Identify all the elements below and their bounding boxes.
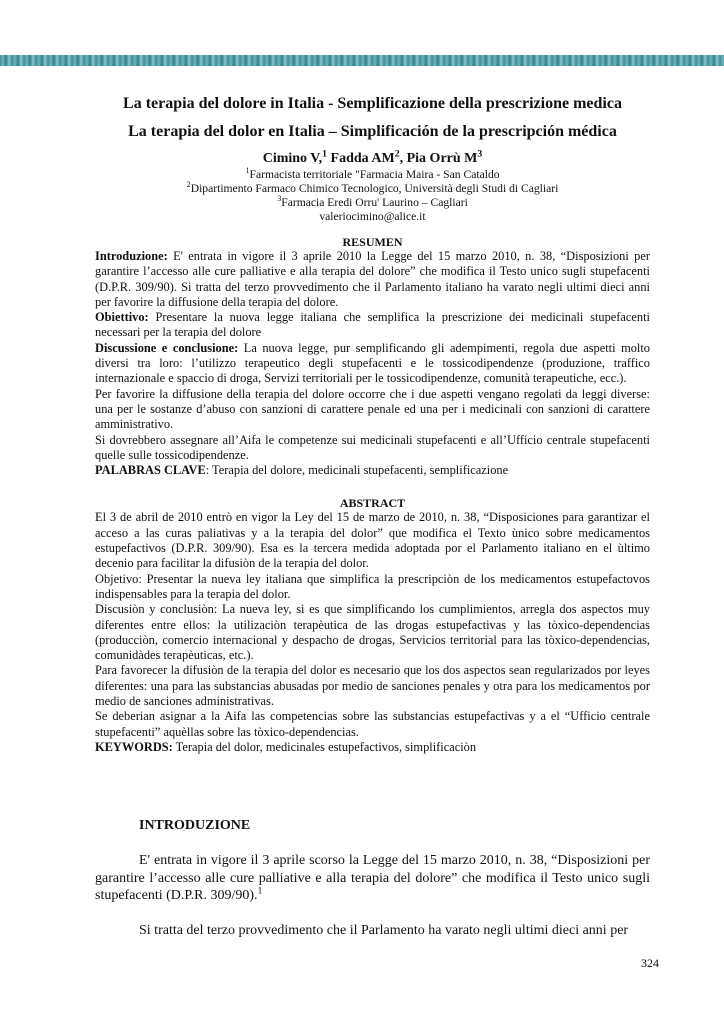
introduction-section: [95, 817, 650, 939]
resumen-section: [95, 249, 650, 478]
affiliation: [95, 182, 650, 196]
affiliation-text: Farmacista territoriale "Farmacia Maira - San Cataldo: [249, 168, 500, 181]
resumen-paragraph: Si dovrebbero assegnare all’Aifa le competenze sui medicinali stupefacenti e all’Ufficio centrale stupefacenti quelle sulle tossicodipendenze.: [95, 432, 650, 462]
author-sup: 1: [322, 148, 328, 160]
affiliation-text: Dipartimento Farmaco Chimico Tecnologico, Università degli Studi di Cagliari: [190, 182, 559, 195]
author-email: valeriocimino@alice.it: [319, 210, 426, 223]
intro-text: E' entrata in vigore il 3 aprile 2010 la Legge del 15 marzo 2010, n. 38, “Disposizioni per garantire l’accesso alle cure palliative e alla terapia del dolore” che modifica il Testo unico sugli stupefacenti (D.P.R. 309/90). Si tratta del terzo provvedimento che il Parlamento italiano ha varato negli ultimi dieci anni per favorire la diffusione della terapia del dolore.: [95, 249, 650, 309]
affiliation: [95, 196, 650, 210]
affiliation: [95, 168, 650, 182]
author-name: , Pia Orrù M: [399, 151, 478, 166]
abstract-heading: ABSTRACT: [339, 496, 406, 511]
abstract-section: [95, 510, 650, 755]
resumen-paragraph: [95, 310, 650, 341]
intro-label: Introduzione:: [95, 249, 168, 263]
abstract-paragraph: Discusiòn y conclusiòn: La nueva ley, si es que simplificando los cumplimientos, arregla dos aspectos muy diferentes entre ellos: la utilizaciòn terapèutica de las drogas estupefactivas y las tòxico-dependencias (producciòn, comercio internacional y despacho de drogas, Servicios territorial para las tòxico-dependencias, comunidàdes terapèuticas, etc.).: [95, 602, 650, 663]
affiliation-sup: 1: [245, 166, 250, 176]
title-italian: La terapia del dolore in Italia - Semplificazione della prescrizione medica: [123, 95, 622, 112]
body-paragraph: Si tratta del terzo provvedimento che il Parlamento ha varato negli ultimi dieci anni per: [139, 922, 629, 938]
article-page: [95, 94, 650, 755]
body-text: E' entrata in vigore il 3 aprile scorso la Legge del 15 marzo 2010, n. 38, “Disposizioni per garantire l’accesso alle cure palliative e alla terapia del dolore” che modifica il Testo unico sugli stupefacenti (D.P.R. 309/90).: [95, 853, 650, 903]
keywords-text: : Terapia del dolore, medicinali stupefacenti, semplificazione: [205, 463, 509, 478]
title-spanish: La terapia del dolor en Italia – Simplificación de la prescripción médica: [128, 123, 617, 140]
footnote-ref: 1: [257, 885, 263, 897]
page-number: 324: [641, 956, 659, 970]
body-paragraph: [95, 852, 650, 905]
resumen-paragraph: [95, 249, 650, 310]
keywords-text: Terapia del dolor, medicinales estupefactivos, simplificaciòn: [172, 739, 477, 754]
introduction-heading: INTRODUZIONE: [139, 818, 251, 833]
objective-label: Obiettivo:: [95, 310, 149, 325]
author-name: Cimino V,: [262, 151, 323, 166]
affiliation-text: Farmacia Eredi Orru' Laurino – Cagliari: [281, 196, 468, 209]
abstract-paragraph: Se deberian asignar a la Aifa las competencias sobre las substancias estupefactivas y a el “Ufficio centrale stupefacenti” aquèllas sobre las tòxico-dependencias.: [95, 709, 650, 739]
keywords-label: KEYWORDS:: [95, 739, 173, 754]
discussion-label: Discussione e conclusione:: [95, 340, 239, 355]
keywords-paragraph: [95, 740, 650, 755]
affiliation-sup: 3: [277, 194, 282, 204]
resumen-paragraph: [95, 341, 650, 387]
abstract-paragraph: Para favorecer la difusiòn de la terapia del dolor es necesario que los dos aspectos sean regularizados por leyes diferentes: una para las substancias abusadas por medio de sanciones penales y otra para los medicamentos por medio de sanciones administrativas.: [95, 663, 650, 709]
author-name: Fadda AM: [327, 151, 395, 166]
keywords-paragraph: [95, 463, 650, 478]
discussion-text: La nuova legge, pur semplificando gli adempimenti, regola due aspetti molto diversi tra loro: l’utilizzo terapeutico degli stupefacenti e le tossicodipendenze (produzione, traffico internazionale e spaccio di droga, Servizi territoriali per le tossicodipendenze, comunità terapeutiche, ecc.).: [95, 340, 650, 386]
keywords-label: PALABRAS CLAVE: [95, 463, 206, 478]
objective-text: Presentare la nuova legge italiana che semplifica la prescrizione dei medicinali stupefacenti necessari per la terapia del dolore: [95, 310, 650, 340]
author-sup: 2: [394, 148, 400, 160]
affiliation-sup: 2: [186, 180, 191, 190]
resumen-heading: RESUMEN: [342, 235, 403, 249]
abstract-paragraph: El 3 de abril de 2010 entrò en vigor la Ley del 15 de marzo de 2010, n. 38, “Disposiciones para garantizar el acceso a las curas paliativas y a la terapia del dolor” que modifica el Texto ùnico sobre medicamentos estupefactivos (D.P.R. 309/90). Esa es la tercera medida adoptada por el Parlamento italiano en el ùltimo decenio para facilitar la difusiòn de la terapia del dolor.: [95, 510, 650, 571]
header-decorative-band: [0, 55, 724, 66]
author-list: [95, 150, 650, 168]
abstract-paragraph: Objetivo: Presentar la nueva ley italiana que simplifica la prescripciòn de los medicamentos estupefactovos indispensables para la terapia del dolor.: [95, 571, 650, 601]
author-sup: 3: [477, 148, 483, 160]
resumen-paragraph: Per favorire la diffusione della terapia del dolore occorre che i due aspetti vengano regolati da leggi diverse: una per le sostanze d’abuso con sanzioni di carattere penale ed una per i medicinali con sanzioni di carattere amministrativo.: [95, 386, 650, 432]
